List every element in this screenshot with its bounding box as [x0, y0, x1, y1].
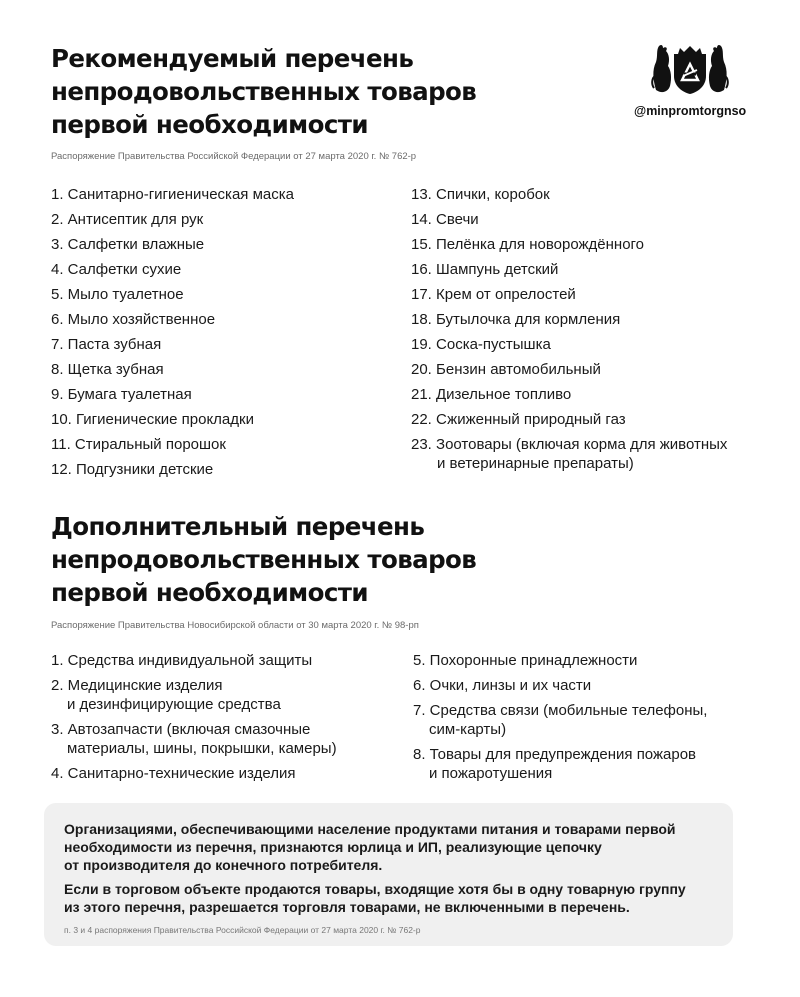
list-item: 5. Мыло туалетное: [51, 286, 184, 303]
list-item: 3. Салфетки влажные: [51, 236, 205, 253]
recommended-list-left: [51, 185, 294, 485]
list-item: [411, 435, 727, 473]
list-item: 6. Очки, линзы и их части: [413, 677, 592, 694]
list-item: 15. Пелёнка для новорождённого: [411, 236, 645, 253]
list-item: [413, 701, 707, 739]
list-item: 19. Соска-пустышка: [411, 336, 551, 353]
list-item-line: 2. Медицинские изделия: [51, 677, 223, 694]
info-line: от производителя до конечного потребителя.: [64, 857, 383, 873]
info-box: [44, 803, 733, 946]
section-title: [51, 510, 611, 609]
list-item: 13. Спички, коробок: [411, 186, 550, 203]
title-line: первой необходимости: [51, 578, 368, 607]
list-item: [51, 676, 337, 714]
list-item: 8. Щетка зубная: [51, 361, 164, 378]
additional-list-left: [51, 651, 337, 783]
list-item: 4. Салфетки сухие: [51, 261, 182, 278]
list-item-line: 3. Автозапчасти (включая смазочные: [51, 721, 311, 738]
source-note: Распоряжение Правительства Российской Федерации от 27 марта 2020 г. № 762-р: [51, 151, 417, 162]
list-item: 9. Бумага туалетная: [51, 386, 192, 403]
info-line: Организациями, обеспечивающими население продуктами питания и товарами первой: [64, 821, 676, 837]
list-item: 11. Стиральный порошок: [51, 436, 226, 453]
list-item: 6. Мыло хозяйственное: [51, 311, 216, 328]
list-item: 16. Шампунь детский: [411, 261, 559, 278]
list-item: 14. Свечи: [411, 211, 479, 228]
list-item: 18. Бутылочка для кормления: [411, 311, 621, 328]
list-item: 21. Дизельное топливо: [411, 386, 572, 403]
social-handle: @minpromtorgnso: [634, 104, 747, 118]
list-item-line: 23. Зоотовары (включая корма для животных: [411, 436, 728, 453]
list-item-line: и ветеринарные препараты): [437, 455, 634, 472]
list-item-line: материалы, шины, покрышки, камеры): [67, 740, 337, 757]
title-line: Рекомендуемый перечень: [51, 44, 414, 73]
list-item: 1. Средства индивидуальной защиты: [51, 652, 313, 669]
coat-of-arms-icon: [650, 40, 730, 96]
info-line: Если в торговом объекте продаются товары, входящие хотя бы в одну товарную группу: [64, 881, 686, 897]
list-item: 4. Санитарно-технические изделия: [51, 765, 296, 782]
list-item-line: и дезинфицирующие средства: [67, 696, 281, 713]
info-paragraph: [64, 820, 713, 874]
list-item: [51, 720, 337, 758]
source-note: Распоряжение Правительства Новосибирской области от 30 марта 2020 г. № 98-рп: [51, 620, 419, 631]
list-item-line: и пожаротушения: [429, 765, 553, 782]
list-item: [413, 745, 707, 783]
list-item: 22. Сжиженный природный газ: [411, 411, 626, 428]
list-item-line: сим-карты): [429, 721, 507, 738]
list-item: 10. Гигиенические прокладки: [51, 411, 254, 428]
list-item-line: 7. Средства связи (мобильные телефоны,: [413, 702, 708, 719]
title-line: непродовольственных товаров: [51, 77, 477, 106]
list-item: 1. Санитарно-гигиеническая маска: [51, 186, 294, 203]
list-item: 5. Похоронные принадлежности: [413, 652, 638, 669]
list-item: 17. Крем от опрелостей: [411, 286, 576, 303]
info-line: из этого перечня, разрешается торговля товарами, не включенными в перечень.: [64, 899, 630, 915]
page-title: [51, 42, 611, 141]
info-footnote: п. 3 и 4 распоряжения Правительства Российской Федерации от 27 марта 2020 г. № 762-р: [64, 925, 421, 935]
list-item: 2. Антисептик для рук: [51, 211, 204, 228]
list-item: 20. Бензин автомобильный: [411, 361, 601, 378]
list-item: 12. Подгузники детские: [51, 461, 214, 478]
list-item-line: 8. Товары для предупреждения пожаров: [413, 746, 697, 763]
title-line: непродовольственных товаров: [51, 545, 477, 574]
title-line: первой необходимости: [51, 110, 368, 139]
title-line: Дополнительный перечень: [51, 512, 425, 541]
recommended-list-right: [411, 185, 727, 479]
info-line: необходимости из перечня, признаются юрлица и ИП, реализующие цепочку: [64, 839, 602, 855]
list-item: 7. Паста зубная: [51, 336, 162, 353]
info-paragraph: [64, 880, 713, 916]
additional-list-right: [413, 651, 707, 783]
